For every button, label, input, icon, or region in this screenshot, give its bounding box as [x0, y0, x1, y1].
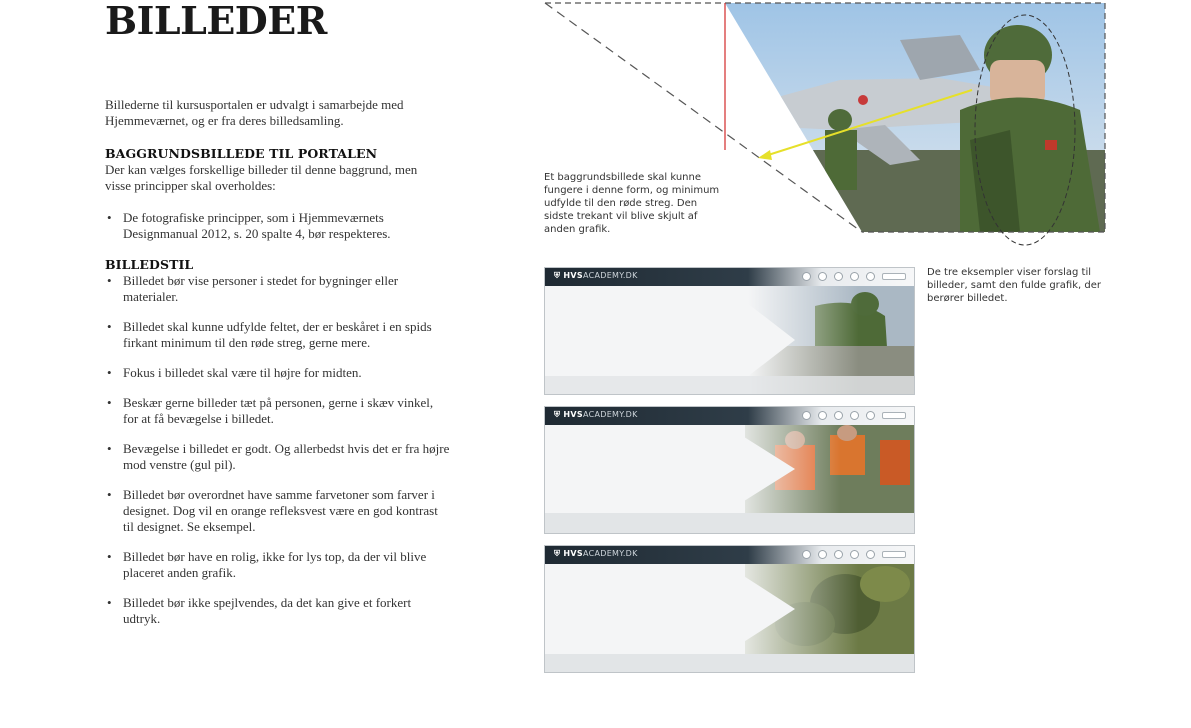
hvs-logo: ⛨ HVSACADEMY.DK [554, 271, 638, 280]
background-bullets [105, 210, 435, 242]
list-item: • Beskær gerne billeder tæt på personen, gerne i skæv vinkel, for at få bevægelse i billedet. [105, 395, 450, 427]
style-bullets [105, 273, 450, 627]
soldier-jet-photo [725, 3, 1105, 240]
section-background-text: Der kan vælges forskellige billeder til denne baggrund, men visse principper skal overholdes: [105, 162, 418, 193]
hvs-logo: ⛨ HVSACADEMY.DK [554, 410, 638, 419]
list-item: • Billedet bør vise personer i stedet for bygninger eller materialer. [105, 273, 450, 305]
section-heading-style: BILLEDSTIL [105, 257, 194, 272]
list-item: • Billedet skal kunne udfylde feltet, der er beskåret i en spids firkant minimum til den røde streg, gerne mere. [105, 319, 450, 351]
examples-caption: De tre eksempler viser forslag til billeder, samt den fulde grafik, der berører billedet. [927, 267, 1101, 304]
thumbnail-nav [802, 411, 906, 420]
list-item: • De fotografiske principper, som i Hjemmeværnets Designmanual 2012, s. 20 spalte 4, bør respekteres. [105, 210, 435, 242]
example-thumbnail-2 [544, 406, 915, 534]
orange-vests-photo [545, 425, 914, 533]
list-item: • Fokus i billedet skal være til højre for midten. [105, 365, 450, 381]
soldier-jet-photo [545, 286, 914, 394]
main-image-caption: Et baggrundsbillede skal kunne fungere i denne form, og minimum udfylde til den røde streg. Den sidste trekant vil blive skjult af anden grafik. [544, 172, 720, 235]
page-title: BILLEDER [105, 0, 327, 43]
camouflage-photo [545, 564, 914, 672]
section-heading-background: BAGGRUNDSBILLEDE TIL PORTALEN [105, 146, 378, 161]
example-thumbnail-3 [544, 545, 915, 673]
thumbnail-nav [802, 550, 906, 559]
list-item: • Billedet bør ikke spejlvendes, da det kan give et forkert udtryk. [105, 595, 450, 627]
hvs-logo: ⛨ HVSACADEMY.DK [554, 549, 638, 558]
intro-paragraph: Billederne til kursusportalen er udvalgt i samarbejde med Hjemmeværnet, og er fra deres billedsamling. [105, 97, 404, 128]
list-item: • Billedet bør have en rolig, ikke for lys top, da der vil blive placeret anden grafik. [105, 549, 450, 581]
example-thumbnail-1 [544, 267, 915, 395]
thumbnail-nav [802, 272, 906, 281]
list-item: • Bevægelse i billedet er godt. Og allerbedst hvis det er fra højre mod venstre (gul pil). [105, 441, 450, 473]
list-item: • Billedet bør overordnet have samme farvetoner som farver i designet. Dog vil en orange refleksvest være en god kontrast til designet. Se eksempel. [105, 487, 450, 535]
